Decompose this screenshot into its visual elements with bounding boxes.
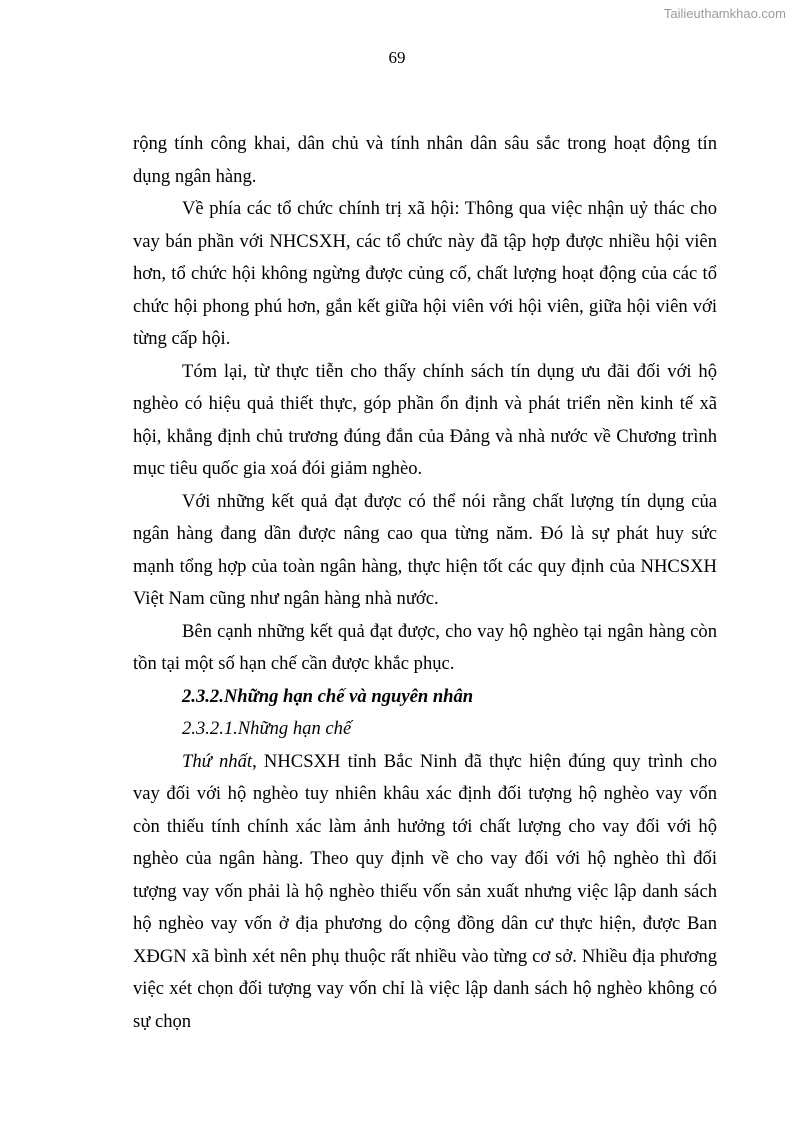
paragraph-5: Bên cạnh những kết quả đạt được, cho vay hộ nghèo tại ngân hàng còn tồn tại một số hạn chế cần được khắc phục.: [133, 620, 717, 674]
paragraph-6-text: , NHCSXH tỉnh Bắc Ninh đã thực hiện đúng quy trình cho vay đối với hộ nghèo tuy nhiên khâu xác định đối tượng hộ nghèo vay vốn còn thiếu tính chính xác làm ảnh hưởng tới chất lượng cho vay đối với hộ nghèo của ngân hàng. Theo quy định về cho vay đối với hộ nghèo thì đối tượng vay vốn phải là hộ nghèo thiếu vốn sản xuất nhưng việc lập danh sách hộ nghèo vay vốn ở địa phương do cộng đồng dân cư thực hiện, được Ban XĐGN xã bình xét nên phụ thuộc rất nhiều vào từng cơ sở. Nhiều địa phương việc xét chọn đối tượng vay vốn chỉ là việc lập danh sách hộ nghèo không có sự chọn: [133, 750, 718, 1032]
paragraph-3: Tóm lại, từ thực tiễn cho thấy chính sách tín dụng ưu đãi đối với hộ nghèo có hiệu quả thiết thực, góp phần ổn định và phát triển nền kinh tế xã hội, khẳng định chủ trương đúng đắn của Đảng và nhà nước về Chương trình mục tiêu quốc gia xoá đói giảm nghèo.: [133, 360, 717, 479]
paragraph-1: rộng tính công khai, dân chủ và tính nhân dân sâu sắc trong hoạt động tín dụng ngân hàng.: [133, 133, 717, 187]
document-body: [133, 128, 717, 1038]
paragraph-2: Về phía các tổ chức chính trị xã hội: Thông qua việc nhận uỷ thác cho vay bán phần với NHCSXH, các tổ chức này đã tập hợp được nhiều hội viên hơn, tổ chức hội không ngừng được củng cố, chất lượng hoạt động của các tổ chức hội phong phú hơn, gắn kết giữa hội viên với hội viên, giữa hội viên với từng cấp hội.: [133, 198, 717, 349]
section-heading-2-3-2: 2.3.2.Những hạn chế và nguyên nhân: [182, 685, 474, 707]
watermark: Tailieuthamkhao.com: [663, 6, 786, 21]
paragraph-6-lead: Thứ nhất: [182, 750, 253, 772]
paragraph-6: [133, 746, 717, 1039]
page-number: 69: [388, 48, 406, 67]
subsection-heading-2-3-2-1: 2.3.2.1.Những hạn chế: [182, 718, 352, 739]
paragraph-4: Với những kết quả đạt được có thể nói rằng chất lượng tín dụng của ngân hàng đang dần được nâng cao qua từng năm. Đó là sự phát huy sức mạnh tổng hợp của toàn ngân hàng, thực hiện tốt các quy định của NHCSXH Việt Nam cũng như ngân hàng nhà nước.: [133, 490, 717, 609]
